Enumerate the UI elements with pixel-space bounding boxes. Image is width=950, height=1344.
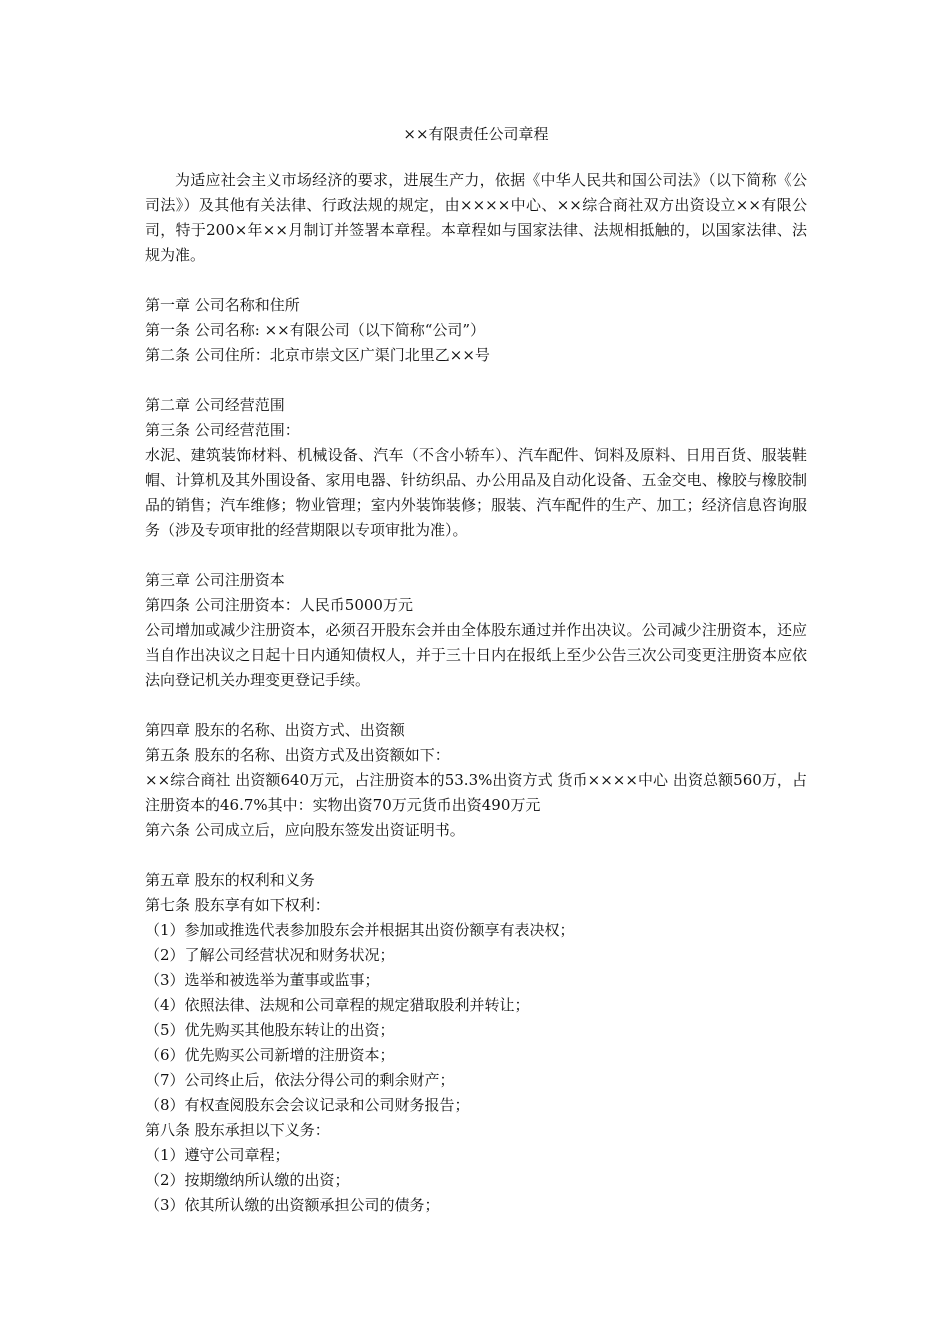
chapter-5-heading: 第五章 股东的权利和义务	[145, 871, 315, 889]
article-7: 第七条 股东享有如下权利：	[145, 896, 330, 914]
list-item: （3）依其所认缴的出资额承担公司的债务；	[145, 1196, 440, 1214]
shareholders-paragraph: ××综合商社 出资额640万元，占注册资本的53.3%出资方式 货币××××中心 出资总额560万，占注册资本的46.7%其中：实物出资70万元货币出资490万元	[145, 771, 807, 814]
list-item: （5）优先购买其他股东转让的出资；	[145, 1021, 395, 1039]
list-item: （1）参加或推选代表参加股东会并根据其出资份额享有表决权；	[145, 921, 575, 939]
list-item: （6）优先购买公司新增的注册资本；	[145, 1046, 395, 1064]
document-page	[145, 122, 807, 1218]
spacer	[145, 543, 807, 568]
article-8: 第八条 股东承担以下义务：	[145, 1121, 330, 1139]
capital-change-paragraph: 公司增加或减少注册资本，必须召开股东会并由全体股东通过并作出决议。公司减少注册资本，还应当自作出决议之日起十日内通知债权人，并于三十日内在报纸上至少公告三次公司变更注册资本应依法向登记机关办理变更登记手续。	[145, 621, 807, 689]
chapter-1-heading: 第一章 公司名称和住所	[145, 296, 300, 314]
chapter-4-heading: 第四章 股东的名称、出资方式、出资额	[145, 721, 405, 739]
article-5: 第五条 股东的名称、出资方式及出资额如下：	[145, 746, 450, 764]
list-item: （8）有权查阅股东会会议记录和公司财务报告；	[145, 1096, 470, 1114]
article-2: 第二条 公司住所：北京市崇文区广渠门北里乙××号	[145, 346, 490, 364]
article-4: 第四条 公司注册资本：人民币5000万元	[145, 596, 413, 614]
document-title: ××有限责任公司章程	[403, 125, 549, 143]
article-1: 第一条 公司名称: ××有限公司（以下简称“公司”）	[145, 321, 486, 339]
chapter-3-heading: 第三章 公司注册资本	[145, 571, 285, 589]
chapter-2-heading: 第二章 公司经营范围	[145, 396, 285, 414]
list-item: （1）遵守公司章程；	[145, 1146, 290, 1164]
article-6: 第六条 公司成立后，应向股东签发出资证明书。	[145, 821, 465, 839]
list-item: （7）公司终止后，依法分得公司的剩余财产；	[145, 1071, 455, 1089]
spacer	[145, 693, 807, 718]
spacer	[145, 268, 807, 293]
preamble-paragraph: 为适应社会主义市场经济的要求，进展生产力，依据《中华人民共和国公司法》（以下简称《公司法》）及其他有关法律、行政法规的规定，由××××中心、××综合商社双方出资设立××有限公司，特于200×年××月制订并签署本章程。本章程如与国家法律、法规相抵触的，以国家法律、法规为准。	[145, 171, 807, 264]
list-item: （2）按期缴纳所认缴的出资；	[145, 1171, 350, 1189]
list-item: （3）选举和被选举为董事或监事；	[145, 971, 380, 989]
business-scope-paragraph: 水泥、建筑装饰材料、机械设备、汽车（不含小轿车）、汽车配件、饲料及原料、日用百货、服装鞋帽、计算机及其外围设备、家用电器、针纺织品、办公用品及自动化设备、五金交电、橡胶与橡胶制品的销售；汽车维修；物业管理；室内外装饰装修；服装、汽车配件的生产、加工；经济信息咨询服务（涉及专项审批的经营期限以专项审批为准）。	[145, 446, 807, 539]
spacer	[145, 368, 807, 393]
list-item: （4）依照法律、法规和公司章程的规定猎取股利并转让；	[145, 996, 530, 1014]
spacer	[145, 843, 807, 868]
article-3: 第三条 公司经营范围：	[145, 421, 300, 439]
list-item: （2）了解公司经营状况和财务状况；	[145, 946, 395, 964]
